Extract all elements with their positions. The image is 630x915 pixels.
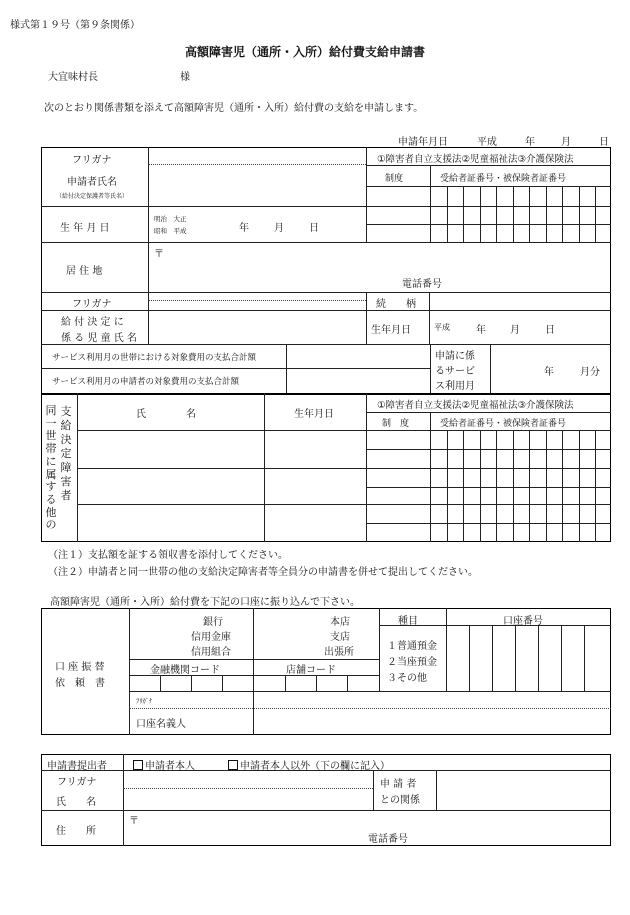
addressee-honorific: 様	[180, 72, 190, 83]
applicant-system-label: 制度	[385, 174, 404, 184]
note-2: （注２）申請者と同一世帯の他の支給決定障害者等全員分の申請書を併せて提出してください。	[48, 567, 478, 578]
service-month-label-3: ス利用月	[435, 381, 475, 392]
submitter-postal-mark: 〒	[129, 816, 139, 827]
submitter-label: 申請書提出者	[47, 761, 107, 772]
date-era: 平成	[477, 137, 497, 148]
service-month: 月分	[580, 367, 600, 378]
bank-label-1: 口 座 振 替	[55, 662, 105, 673]
child-birth-era: 平成	[434, 323, 450, 332]
submitter-phone-label: 電話番号	[368, 834, 408, 845]
date-month: 月	[561, 137, 571, 148]
applicant-birth-label: 生 年 月 日	[60, 223, 110, 234]
child-furigana-label: フリガナ	[72, 299, 112, 310]
account-type-label: 種目	[398, 616, 418, 627]
date-day: 日	[599, 137, 609, 148]
applicant-era-row1: 明治 大正	[154, 215, 187, 223]
submitter-option-other-text: 申請者本人以外（下の欄に記入）	[240, 761, 390, 772]
child-name-label-line1: 給 付 決 定 に	[61, 317, 124, 328]
child-name-label-line2: 係 る 児 童 氏 名	[61, 333, 137, 344]
applicant-cert-label: 受給者証番号・被保険者証番号	[440, 174, 567, 184]
account-type-1: １普通預金	[387, 641, 437, 652]
bank-intro: 高額障害児（通所・入所）給付費を下記の口座に振り込んで下さい。	[50, 597, 360, 608]
applicant-name-label: 申請者氏名	[67, 177, 117, 188]
child-birth-label: 生年月日	[371, 325, 411, 336]
service-month-label-1: 申請に係	[435, 351, 475, 362]
page-title: 高額障害児（通所・入所）給付費支給申請書	[185, 45, 426, 59]
service-year: 年	[544, 367, 554, 378]
date-year: 年	[525, 137, 535, 148]
bank-type-kumiai: 信用組合	[191, 647, 231, 658]
branch-type-branch: 支店	[330, 632, 350, 643]
other-checkbox[interactable]	[228, 760, 238, 770]
household-law-options: ①障害者自立支援法②児童福祉法③介護保険法	[377, 400, 574, 411]
applicant-birth-year: 年	[239, 223, 249, 234]
note-1: （注１）支払額を証する領収書を添付してください。	[48, 550, 288, 561]
applicant-furigana-label: フリガナ	[72, 155, 112, 166]
form-number: 様式第１９号（第９条関係）	[10, 20, 140, 31]
branch-type-main: 本店	[330, 617, 350, 628]
household-system-label: 制 度	[382, 419, 410, 429]
submitter-option-other[interactable]	[228, 757, 390, 772]
self-checkbox[interactable]	[133, 760, 143, 770]
account-type-3: ３その他	[387, 673, 427, 684]
service-household-total-label: サービス利用月の世帯における対象費用の支払合計額	[52, 353, 257, 363]
child-birth-year: 年	[476, 325, 486, 336]
applicant-birth-month: 月	[274, 223, 284, 234]
submitter-option-self[interactable]	[133, 757, 195, 772]
service-month-label-2: るサービ	[435, 366, 475, 377]
bank-label-2: 依 頼 書	[55, 678, 105, 689]
child-relation-label: 続 柄	[376, 299, 416, 310]
applicant-law-options: ①障害者自立支援法②児童福祉法③介護保険法	[377, 154, 574, 165]
child-birth-day: 日	[545, 325, 555, 336]
applicant-era-row2: 昭和 平成	[154, 227, 187, 235]
household-side-label-2: 支給決定障害者	[60, 405, 72, 502]
household-name-header: 氏 名	[136, 409, 196, 420]
account-number-label: 口座番号	[503, 616, 543, 627]
submitter-name-label: 氏 名	[56, 797, 96, 808]
intro-text: 次のとおり関係書類を添えて高額障害児（通所・入所）給付費の支給を申請します。	[44, 103, 424, 114]
applicant-phone-label: 電話番号	[402, 279, 442, 290]
household-cert-label: 受給者証番号・被保険者証番号	[440, 419, 567, 429]
holder-name-label: 口座名義人	[136, 719, 186, 730]
bank-type-bank: 銀行	[203, 617, 223, 628]
bank-type-shinkin: 信用金庫	[191, 632, 231, 643]
holder-furigana-label: ﾌﾘｶﾞﾅ	[136, 697, 153, 705]
household-birth-header: 生年月日	[294, 409, 334, 420]
child-birth-month: 月	[510, 325, 520, 336]
submitter-option-self-text: 申請者本人	[145, 761, 195, 772]
date-label: 申請年月日	[398, 137, 448, 148]
submitter-address-label: 住 所	[56, 826, 96, 837]
submitter-furigana-label: フリガナ	[57, 777, 97, 788]
branch-code-label: 店舗コード	[286, 665, 336, 676]
submitter-relation-label-2: との関係	[380, 795, 420, 806]
submitter-relation-label-1: 申 請 者	[380, 779, 417, 790]
service-applicant-total-label: サービス利用月の申請者の対象費用の支払合計額	[52, 377, 240, 387]
branch-type-office: 出張所	[324, 647, 354, 658]
applicant-birth-day: 日	[309, 223, 319, 234]
applicant-name-note: （給付決定保護者等氏名）	[56, 193, 129, 200]
household-side-label-1: 同一世帯に属する他の	[45, 404, 57, 532]
applicant-address-label: 居 住 地	[66, 266, 103, 277]
applicant-postal-mark: 〒	[154, 249, 164, 260]
bank-code-label: 金融機関コード	[150, 665, 220, 676]
addressee: 大宜味村長	[48, 72, 98, 83]
account-type-2: ２当座預金	[387, 657, 437, 668]
